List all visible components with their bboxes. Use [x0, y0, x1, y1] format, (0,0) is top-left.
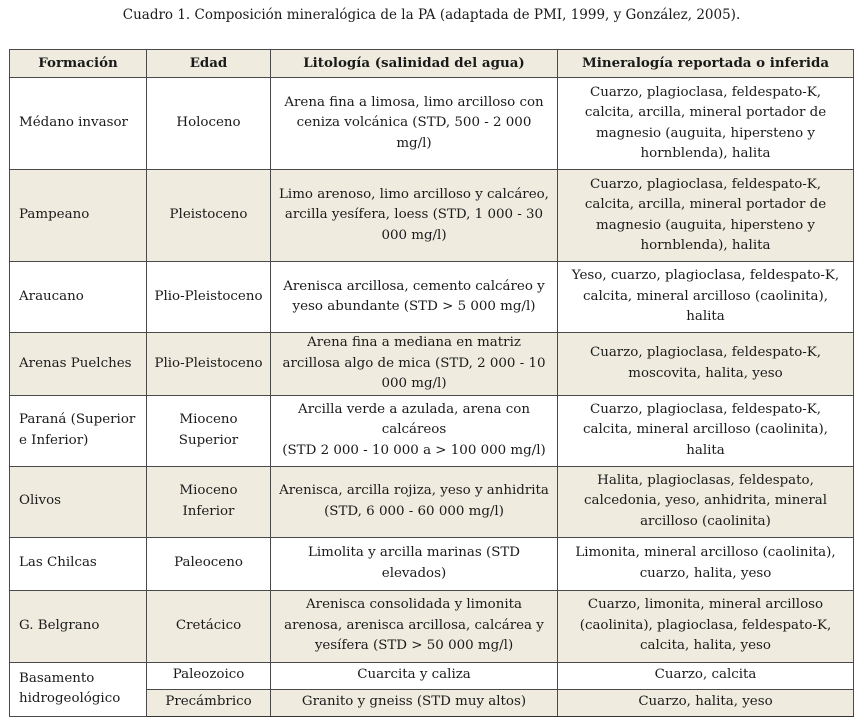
cell-mineralogia: Cuarzo, calcita [558, 662, 854, 689]
cell-edad: Paleoceno [147, 537, 271, 590]
cell-litologia: Granito y gneiss (STD muy altos) [271, 689, 558, 716]
table-row [10, 395, 854, 466]
table-row [10, 262, 854, 333]
cell-litologia: Limo arenoso, limo arcilloso y calcáreo, arcilla yesífera, loess (STD, 1 000 - 30 000 mg/l) [271, 170, 558, 262]
header-mineralogia: Mineralogía reportada o inferida [558, 50, 854, 78]
litologia-line: (STD 2 000 - 10 000 a > 100 000 mg/l) [282, 442, 546, 458]
cell-mineralogia: Cuarzo, plagioclasa, feldespato-K, moscovita, halita, yeso [558, 333, 854, 396]
cell-formacion: Paraná (Superior e Inferior) [10, 395, 147, 466]
header-edad: Edad [147, 50, 271, 78]
cell-edad: Cretácico [147, 590, 271, 662]
cell-edad: Plio-Pleistoceno [147, 262, 271, 333]
cell-formacion: Basamento hidrogeológico [10, 662, 147, 716]
cell-litologia: Arena fina a limosa, limo arcilloso con ceniza volcánica (STD, 500 - 2 000 mg/l) [271, 78, 558, 170]
table-caption: Cuadro 1. Composición mineralógica de la PA (adaptada de PMI, 1999, y González, 2005). [122, 7, 741, 23]
cell-litologia: Arenisca arcillosa, cemento calcáreo y yeso abundante (STD > 5 000 mg/l) [271, 262, 558, 333]
cell-mineralogia: Halita, plagioclasas, feldespato, calcedonia, yeso, anhidrita, mineral arcilloso (caolinita) [558, 466, 854, 537]
cell-mineralogia: Cuarzo, plagioclasa, feldespato-K, calcita, mineral arcilloso (caolinita), halita [558, 395, 854, 466]
cell-edad: Paleozoico [147, 662, 271, 689]
cell-litologia: Arenisca, arcilla rojiza, yeso y anhidrita (STD, 6 000 - 60 000 mg/l) [271, 466, 558, 537]
cell-mineralogia: Limonita, mineral arcilloso (caolinita), cuarzo, halita, yeso [558, 537, 854, 590]
cell-formacion: Araucano [10, 262, 147, 333]
cell-formacion: G. Belgrano [10, 590, 147, 662]
header-litologia: Litología (salinidad del agua) [271, 50, 558, 78]
cell-edad: Holoceno [147, 78, 271, 170]
cell-mineralogia: Yeso, cuarzo, plagioclasa, feldespato-K, calcita, mineral arcilloso (caolinita), halita [558, 262, 854, 333]
cell-formacion: Olivos [10, 466, 147, 537]
cell-mineralogia: Cuarzo, limonita, mineral arcilloso (caolinita), plagioclasa, feldespato-K, calcita, halita, yeso [558, 590, 854, 662]
table-row [10, 333, 854, 396]
cell-litologia [271, 395, 558, 466]
cell-edad: Mioceno Inferior [147, 466, 271, 537]
table-row [10, 170, 854, 262]
cell-edad: Mioceno Superior [147, 395, 271, 466]
cell-formacion: Las Chilcas [10, 537, 147, 590]
table-row [10, 662, 854, 689]
header-row [10, 50, 854, 78]
cell-formacion: Pampeano [10, 170, 147, 262]
table-row [10, 466, 854, 537]
cell-litologia: Cuarcita y caliza [271, 662, 558, 689]
cell-mineralogia: Cuarzo, halita, yeso [558, 689, 854, 716]
cell-litologia: Limolita y arcilla marinas (STD elevados) [271, 537, 558, 590]
mineralogy-table [9, 49, 854, 717]
cell-litologia: Arena fina a mediana en matriz arcillosa algo de mica (STD, 2 000 - 10 000 mg/l) [271, 333, 558, 396]
cell-edad: Plio-Pleistoceno [147, 333, 271, 396]
table-row [10, 78, 854, 170]
cell-formacion: Arenas Puelches [10, 333, 147, 396]
cell-formacion: Médano invasor [10, 78, 147, 170]
cell-edad: Pleistoceno [147, 170, 271, 262]
cell-mineralogia: Cuarzo, plagioclasa, feldespato-K, calcita, arcilla, mineral portador de magnesio (auguita, hipersteno y hornblenda), halita [558, 78, 854, 170]
header-formacion: Formación [10, 50, 147, 78]
litologia-line: Arcilla verde a azulada, arena con calcáreos [298, 401, 530, 438]
table-row [10, 590, 854, 662]
cell-edad: Precámbrico [147, 689, 271, 716]
cell-litologia: Arenisca consolidada y limonita arenosa, arenisca arcillosa, calcárea y yesífera (STD > 50 000 mg/l) [271, 590, 558, 662]
cell-mineralogia: Cuarzo, plagioclasa, feldespato-K, calcita, arcilla, mineral portador de magnesio (auguita, hipersteno y hornblenda), halita [558, 170, 854, 262]
table-row [10, 537, 854, 590]
